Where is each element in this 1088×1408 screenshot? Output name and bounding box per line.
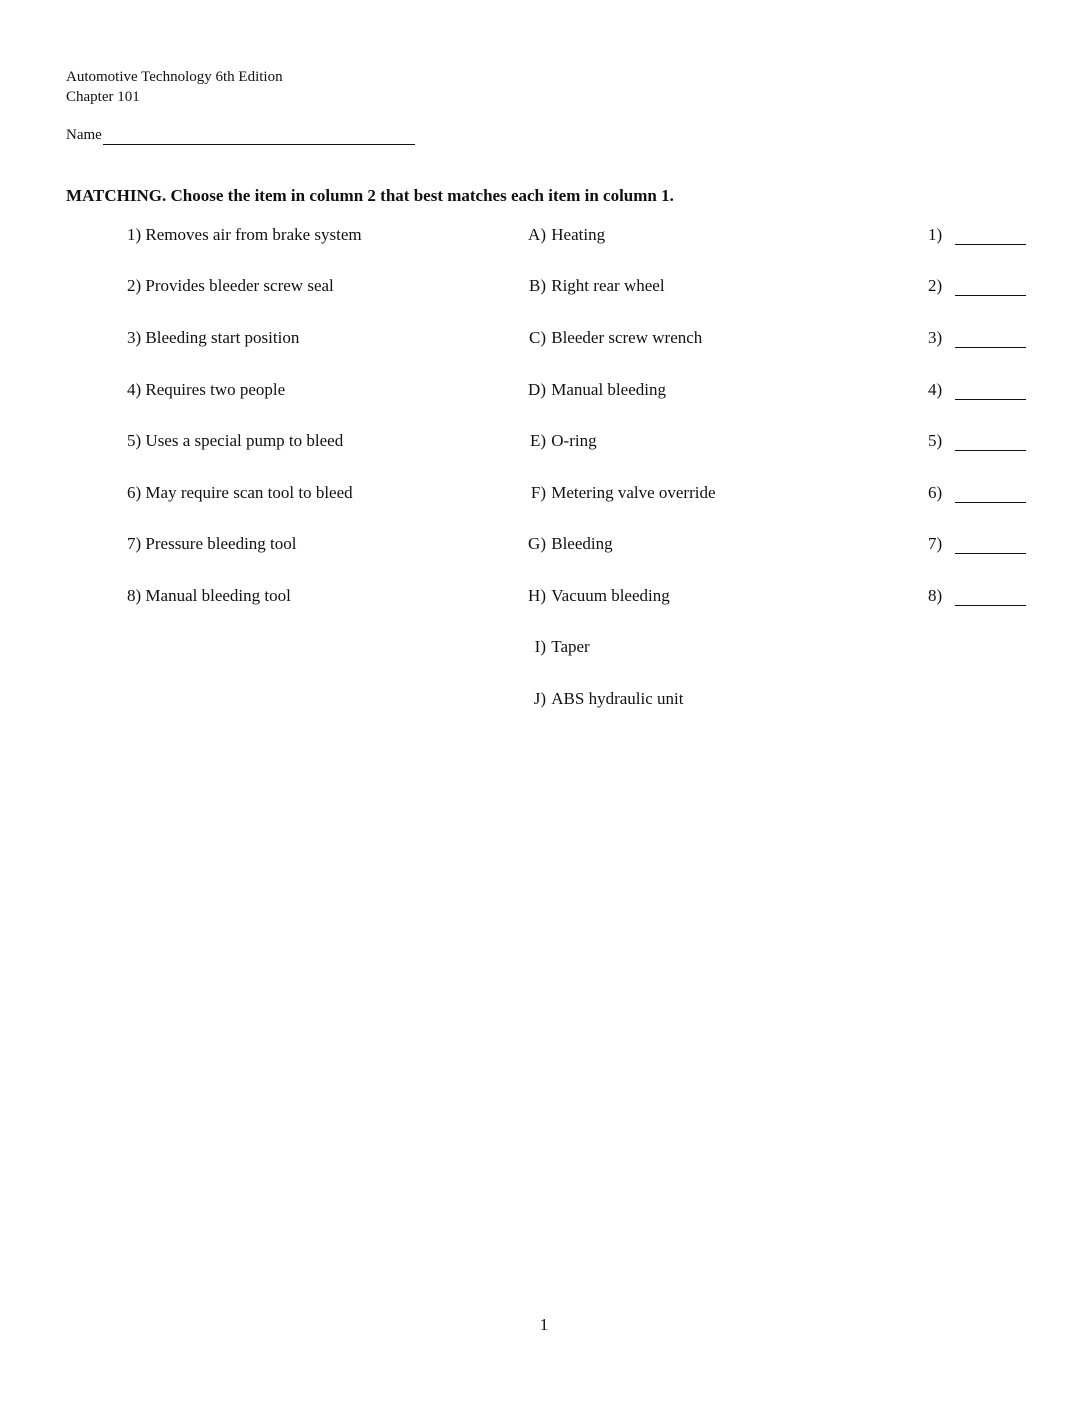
matching-row [0,327,1088,351]
answer-blank[interactable] [955,295,1026,296]
matching-row [0,224,1088,248]
answer-label: 4) [928,380,943,399]
option-text: Manual bleeding [551,380,666,399]
option-letter: J) [533,689,546,708]
answer-blank[interactable] [955,244,1026,245]
answer-number [928,327,954,349]
instructions: MATCHING. Choose the item in column 2 that best matches each item in column 1. [66,186,674,205]
answer-label: 8) [928,586,943,605]
column1-item: 8) Manual bleeding tool [127,586,291,605]
document-header [66,67,283,107]
column2-item [500,533,613,555]
matching-row [0,430,1088,454]
answer-number [928,275,954,297]
column2-item [500,224,605,246]
answer-number [928,533,954,555]
answer-number [928,224,954,246]
answer-blank[interactable] [955,347,1026,348]
option-letter: C) [529,328,546,347]
answer-label: 7) [928,534,943,553]
option-text: Right rear wheel [551,276,665,295]
column2-item [500,379,666,401]
answer-label: 6) [928,483,943,502]
name-label: Name [66,127,102,143]
option-text: ABS hydraulic unit [551,689,684,708]
option-letter: H) [528,586,546,605]
column2-item [500,482,716,504]
column2-item [500,688,683,710]
column2-item [500,430,597,452]
option-letter: E) [529,431,546,450]
page-number: 1 [539,1315,549,1334]
column1-item: 4) Requires two people [127,380,286,399]
column1-item: 3) Bleeding start position [127,328,300,347]
answer-number [928,482,954,504]
column2-item [500,636,590,658]
option-letter: A) [528,225,546,244]
matching-row [0,482,1088,506]
answer-number [928,430,954,452]
option-letter: F) [530,483,546,502]
answer-label: 2) [928,276,943,295]
chapter-label: Chapter 101 [66,89,140,105]
option-text: O-ring [551,431,597,450]
answer-label: 1) [928,225,943,244]
column2-item [500,585,670,607]
option-text: Bleeder screw wrench [551,328,703,347]
option-letter: G) [528,534,546,553]
book-title: Automotive Technology 6th Edition [66,69,283,85]
answer-blank[interactable] [955,399,1026,400]
name-field [66,125,415,145]
option-letter: B) [529,276,546,295]
option-text: Metering valve override [551,483,716,502]
answer-blank[interactable] [955,502,1026,503]
answer-label: 3) [928,328,943,347]
column1-item: 5) Uses a special pump to bleed [127,431,344,450]
column1-item: 7) Pressure bleeding tool [127,534,297,553]
matching-row [0,688,1088,712]
column2-item [500,275,665,297]
answer-number [928,585,954,607]
option-text: Taper [551,637,590,656]
name-blank[interactable] [103,126,415,145]
answer-blank[interactable] [955,553,1026,554]
column1-item: 2) Provides bleeder screw seal [127,276,334,295]
answer-number [928,379,954,401]
column1-item: 1) Removes air from brake system [127,225,362,244]
column2-item [500,327,702,349]
answer-blank[interactable] [955,605,1026,606]
option-text: Bleeding [551,534,613,553]
matching-row [0,379,1088,403]
matching-row [0,636,1088,660]
option-letter: D) [528,380,546,399]
matching-row [0,275,1088,299]
option-text: Heating [551,225,606,244]
answer-label: 5) [928,431,943,450]
answer-blank[interactable] [955,450,1026,451]
matching-row [0,533,1088,557]
matching-row [0,585,1088,609]
option-letter: I) [534,637,546,656]
column1-item: 6) May require scan tool to bleed [127,483,353,502]
option-text: Vacuum bleeding [551,586,670,605]
